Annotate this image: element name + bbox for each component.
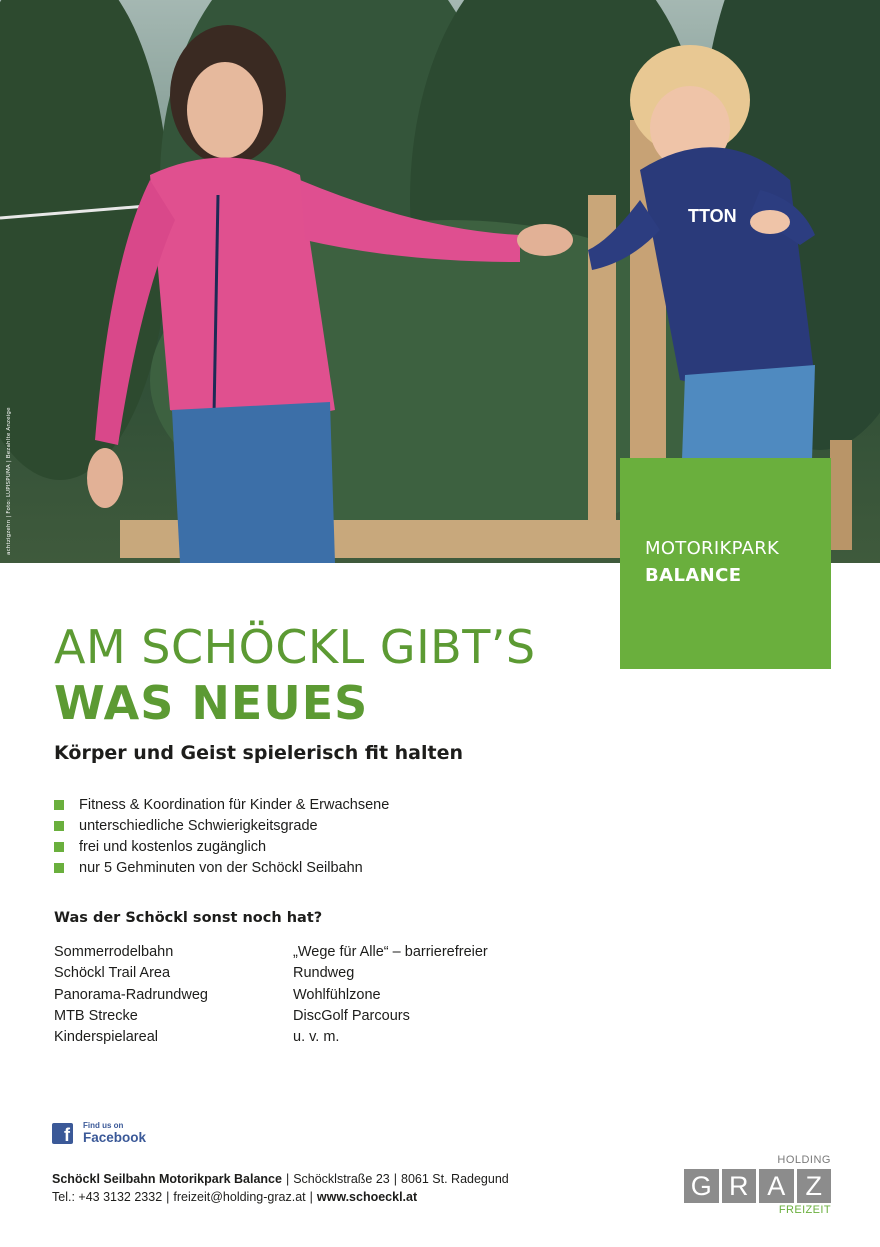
logo-holding-text: HOLDING xyxy=(777,1154,831,1166)
svg-text:TTON: TTON xyxy=(688,206,737,226)
list-item-text: nur 5 Gehminuten von der Schöckl Seilbahn xyxy=(79,859,363,876)
badge-line2: BALANCE xyxy=(645,565,742,586)
separator: | xyxy=(285,1172,290,1186)
list-item: Wohlfühlzone xyxy=(293,986,381,1003)
footer-city: 8061 St. Radegund xyxy=(401,1172,509,1186)
facebook-icon: f xyxy=(52,1123,73,1144)
photo-credit: achtzigzehn | Foto: LUPISPUMA | Bezahlte Anzeige xyxy=(6,407,12,555)
headline-line1: AM SCHÖCKL GIBT’S xyxy=(54,620,536,674)
separator: | xyxy=(393,1172,398,1186)
logo-letter: R xyxy=(722,1169,757,1203)
footer-website[interactable]: www.schoeckl.at xyxy=(316,1190,418,1204)
logo-freizeit-text: FREIZEIT xyxy=(778,1204,831,1216)
facebook-link[interactable] xyxy=(52,1122,146,1145)
logo-letters xyxy=(684,1169,831,1203)
logo-letter: G xyxy=(684,1169,719,1203)
bullet-square-icon xyxy=(54,863,64,873)
logo-letter: A xyxy=(759,1169,794,1203)
footer-address xyxy=(52,1172,509,1186)
footer-company-name: Schöckl Seilbahn Motorikpark Balance xyxy=(52,1172,282,1186)
list-item-text: unterschiedliche Schwierigkeitsgrade xyxy=(79,817,318,834)
separator: | xyxy=(166,1190,170,1204)
headline-line2: WAS NEUES xyxy=(54,676,369,730)
list-item: Rundweg xyxy=(293,965,355,982)
list-item xyxy=(54,815,389,836)
list-item: Panorama-Radrundweg xyxy=(54,986,208,1003)
logo-letter: Z xyxy=(797,1169,832,1203)
list-item: u. v. m. xyxy=(293,1029,340,1046)
list-item: „Wege für Alle“ – barrierefreier xyxy=(293,944,488,960)
separator: | xyxy=(309,1190,313,1204)
list-item: DiscGolf Parcours xyxy=(293,1007,410,1024)
extras-right-column xyxy=(293,944,488,1050)
bullet-square-icon xyxy=(54,821,64,831)
bullet-square-icon xyxy=(54,800,64,810)
list-item: Sommerrodelbahn xyxy=(54,944,174,960)
list-item: Kinderspielareal xyxy=(54,1029,158,1046)
subline: Körper und Geist spielerisch fit halten xyxy=(54,742,463,764)
extras-title: Was der Schöckl sonst noch hat? xyxy=(54,910,323,926)
footer-email[interactable]: freizeit@holding-graz.at xyxy=(173,1190,306,1204)
list-item: Schöckl Trail Area xyxy=(54,965,171,982)
list-item xyxy=(54,857,389,878)
list-item xyxy=(54,794,389,815)
footer-phone[interactable]: Tel.: +43 3132 2332 xyxy=(52,1190,163,1204)
list-item-text: frei und kostenlos zugänglich xyxy=(79,838,267,855)
list-item: MTB Strecke xyxy=(54,1007,138,1024)
bullet-square-icon xyxy=(54,842,64,852)
footer-contact xyxy=(52,1190,417,1204)
motorikpark-badge xyxy=(620,458,831,669)
facebook-label xyxy=(83,1122,146,1145)
facebook-big-text: Facebook xyxy=(83,1130,147,1145)
list-item xyxy=(54,836,389,857)
feature-list xyxy=(54,794,389,878)
badge-line1: MOTORIKPARK xyxy=(645,538,780,559)
footer-street: Schöcklstraße 23 xyxy=(293,1172,390,1186)
holding-graz-logo xyxy=(684,1154,831,1217)
list-item-text: Fitness & Koordination für Kinder & Erwachsene xyxy=(79,796,390,813)
facebook-small-text: Find us on xyxy=(83,1121,124,1130)
extras-left-column xyxy=(54,944,208,1050)
